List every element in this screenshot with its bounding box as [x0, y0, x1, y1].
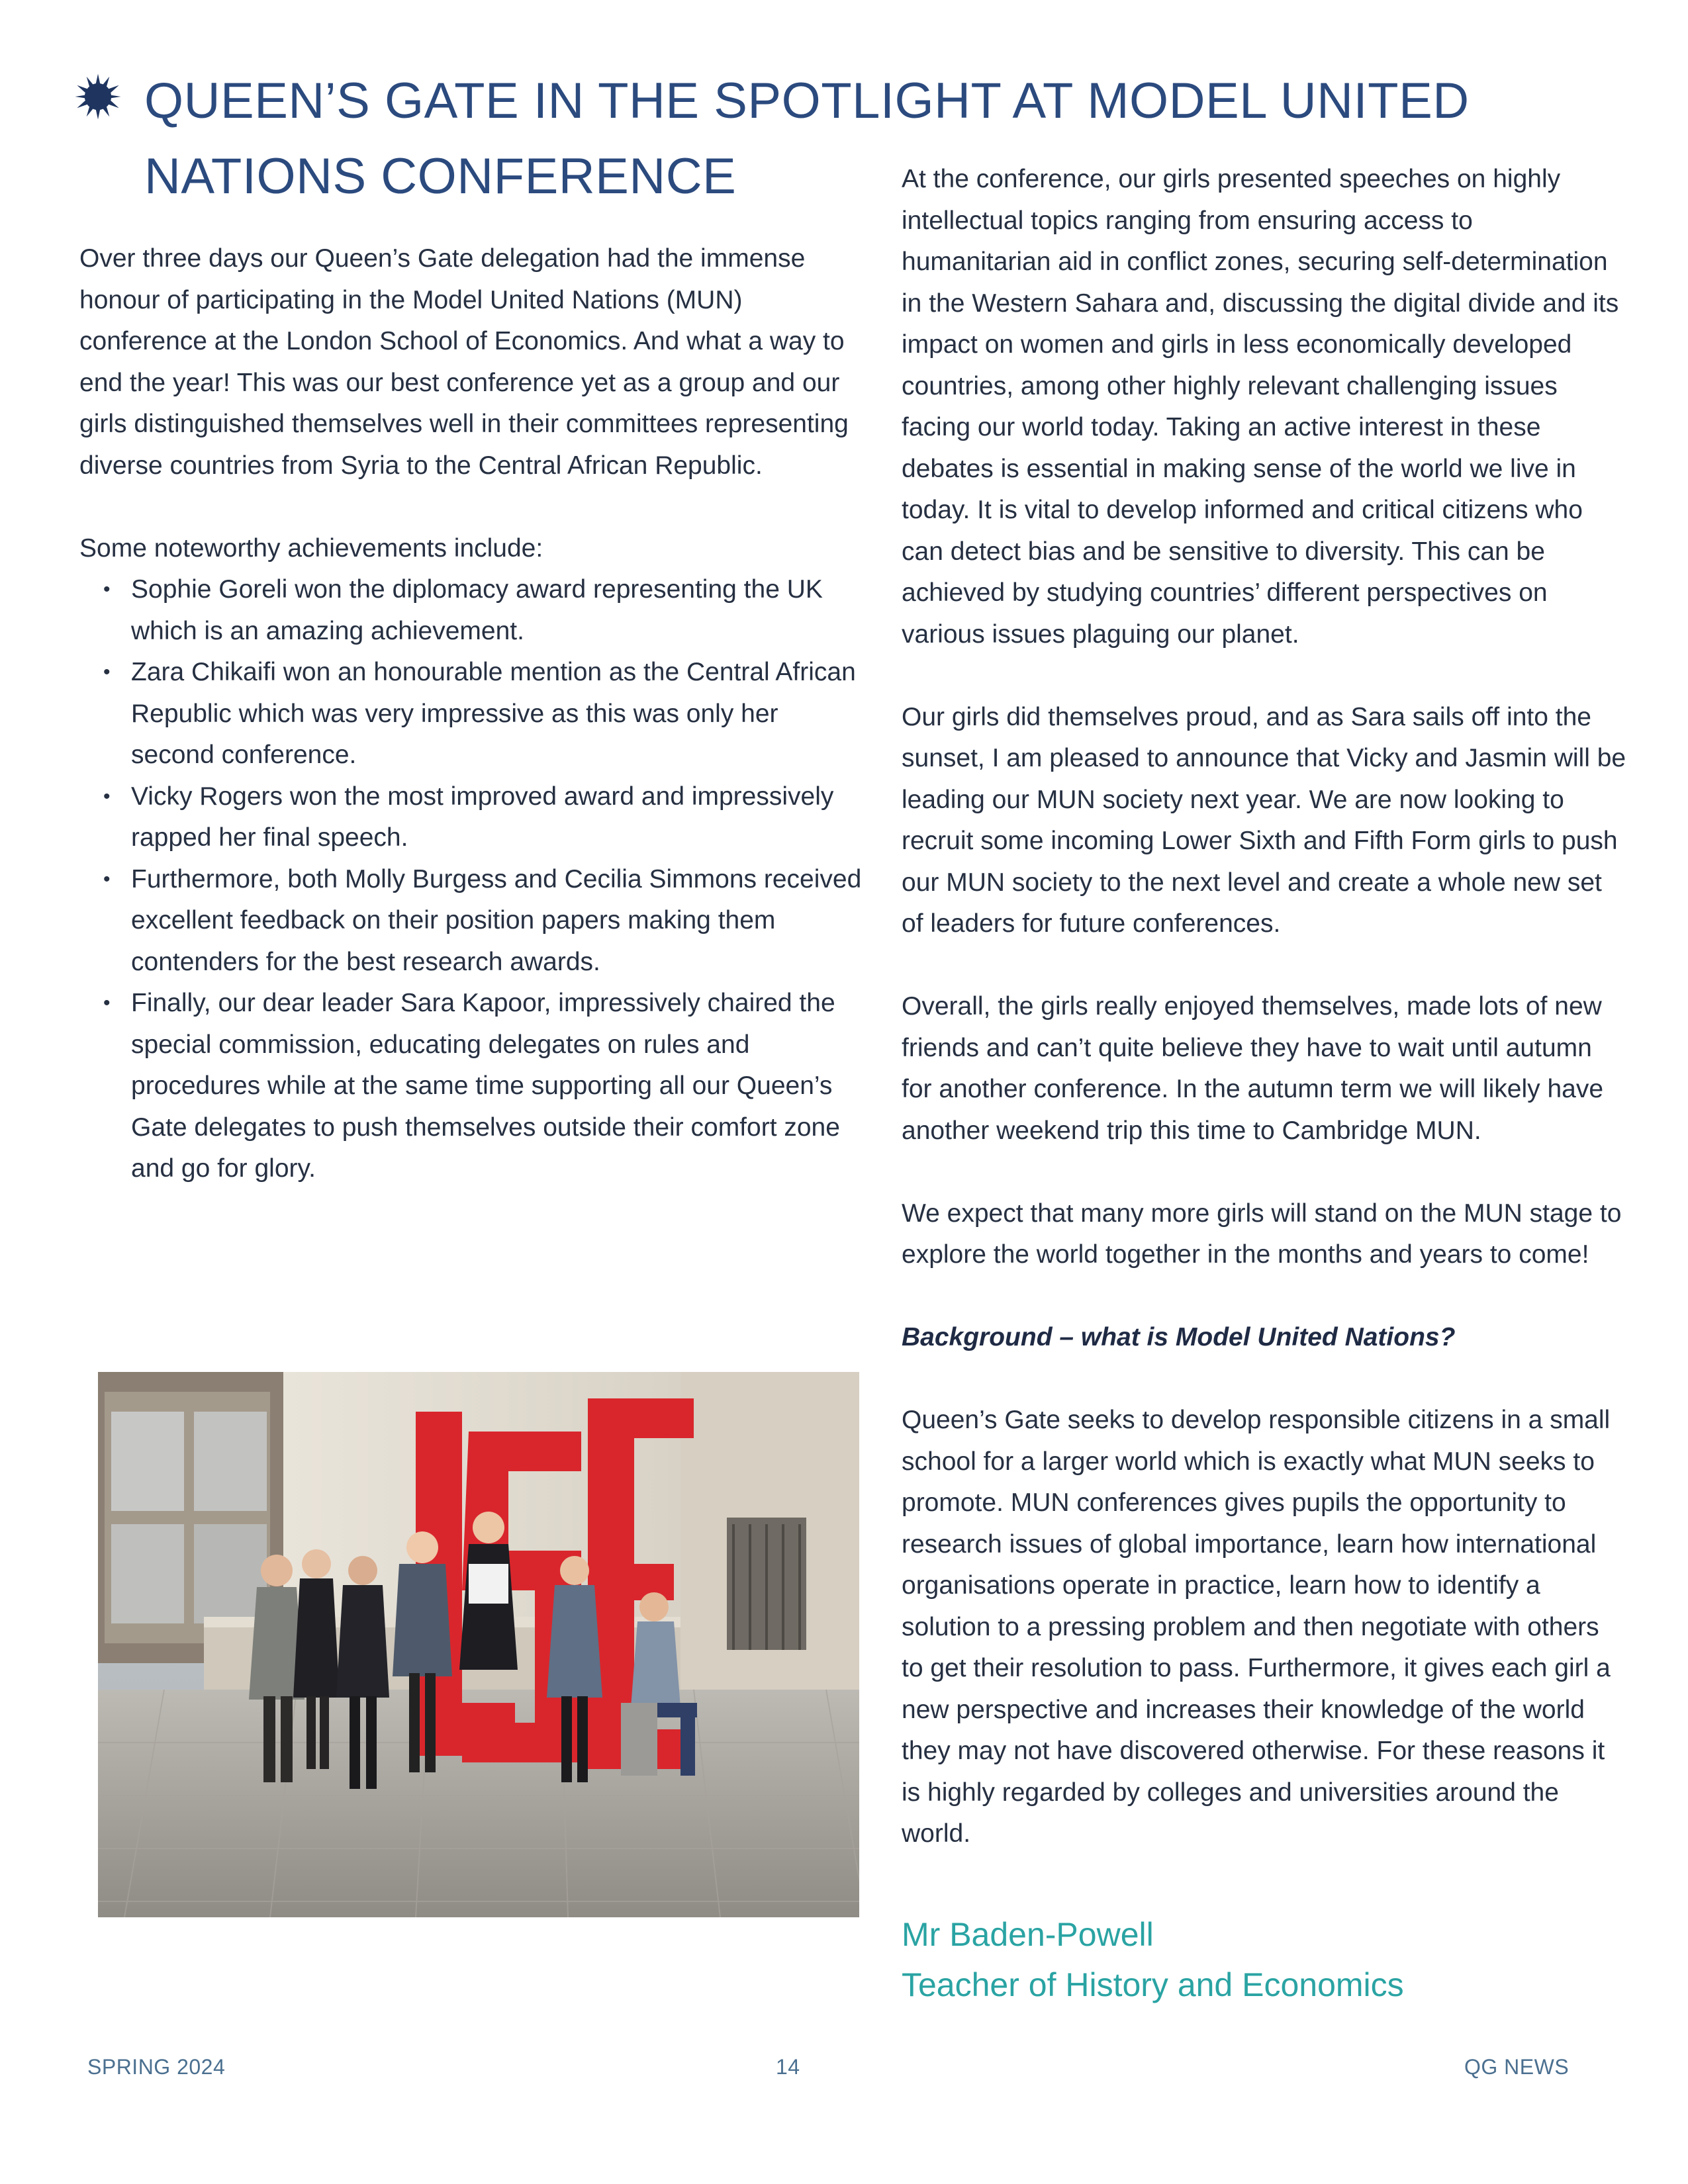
list-item: • Finally, our dear leader Sara Kapoor, impressively chaired the special commission, educating delegates on rules and procedures while at the same time supporting all our Queen’s Gate delegates to push themselves outside their comfort zone and go for glory. — [79, 983, 864, 1190]
group-photo-illustration — [98, 1372, 859, 1917]
bullet-icon: • — [103, 868, 111, 890]
list-item: • Furthermore, both Molly Burgess and Cecilia Simmons received excellent feedback on their position papers making them contenders for the best research awards. — [79, 859, 864, 983]
list-item: • Zara Chikaifi won an honourable mention as the Central African Republic which was very impressive as this was only her second conference. — [79, 652, 864, 776]
author-name: Mr Baden-Powell — [902, 1916, 1154, 1953]
bullet-icon: • — [103, 661, 111, 683]
paragraph: Overall, the girls really enjoyed themselves, made lots of new friends and can’t quite believe they have to wait until autumn for another conference. In the autumn term we will likely have another weekend trip this time to Cambridge MUN. — [902, 992, 1604, 1145]
paragraph: At the conference, our girls presented speeches on highly intellectual topics ranging from ensuring access to humanitarian aid in conflict zones, securing self-determination in the Western Sahara and, discussing the digital divide and its impact on women and girls in less economically developed countries, among other highly relevant challenging issues facing our world today. Taking an active interest in these debates is essential in making sense of the world we live in today. It is vital to develop informed and critical citizens who can detect bias and be sensitive to diversity. This can be achieved by studying countries’ different perspectives on various issues plaguing our planet. — [902, 165, 1619, 649]
bullet-icon: • — [103, 578, 111, 600]
background-heading: Background – what is Model United Nations? — [902, 1323, 1456, 1351]
author-role: Teacher of History and Economics — [902, 1966, 1404, 2003]
right-column — [902, 159, 1626, 1855]
footer-issue: SPRING 2024 — [87, 2055, 226, 2079]
footer-publication: QG NEWS — [1464, 2055, 1570, 2079]
starburst-icon — [74, 73, 122, 120]
bullet-icon: • — [103, 992, 111, 1014]
paragraph: We expect that many more girls will stand on the MUN stage to explore the world together in the months and years to come! — [902, 1199, 1622, 1269]
list-item: • Vicky Rogers won the most improved award and impressively rapped her final speech. — [79, 776, 864, 859]
list-item: • Sophie Goreli won the diplomacy award representing the UK which is an amazing achievement. — [79, 569, 864, 652]
author-signature — [902, 1909, 1404, 2010]
intro-paragraph: Over three days our Queen’s Gate delegation had the immense honour of participating in the Model United Nations (MUN) conference at the London School of Economics. And what a way to end the year! This was our best conference yet as a group and our girls distinguished themselves well in their committees representing diverse countries from Syria to the Central African Republic. — [79, 244, 849, 480]
achievements-list — [79, 569, 864, 1190]
paragraph: Our girls did themselves proud, and as Sara sails off into the sunset, I am pleased to announce that Vicky and Jasmin will be leading our MUN society next year. We are now looking to recruit some incoming Lower Sixth and Fifth Form girls to push our MUN society to the next level and create a whole new set of leaders for future conferences. — [902, 702, 1626, 938]
article-title: QUEEN’S GATE IN THE SPOTLIGHT AT MODEL UNITED NATIONS CONFERENCE — [144, 73, 1470, 205]
group-photo — [98, 1372, 859, 1917]
bullet-icon: • — [103, 785, 111, 807]
background-paragraph: Queen’s Gate seeks to develop responsible citizens in a small school for a larger world which is exactly what MUN seeks to promote. MUN conferences gives pupils the opportunity to research issues of global importance, learn how international organisations operate in practice, learn how to identify a solution to a pressing problem and then negotiate with others to get their resolution to pass. Furthermore, it gives each girl a new perspective and increases their knowledge of the world they may not have discovered otherwise. For these reasons it is highly regarded by colleges and universities around the world. — [902, 1406, 1611, 1848]
left-column — [79, 238, 864, 1190]
achievements-heading: Some noteworthy achievements include: — [79, 533, 543, 563]
page-number: 14 — [776, 2055, 800, 2079]
